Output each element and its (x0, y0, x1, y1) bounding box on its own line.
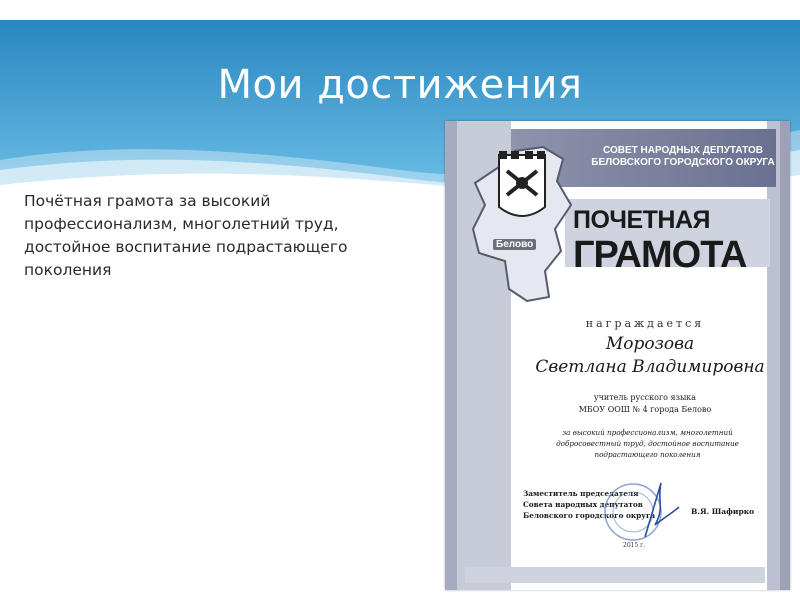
certificate-year: 2015 г. (623, 542, 646, 549)
certificate-title-line1: ПОЧЕТНАЯ (573, 206, 711, 234)
coat-of-arms-icon (499, 151, 545, 216)
certificate-title-line2: ГРАМОТА (573, 234, 747, 276)
awarded-label: награждается (585, 317, 705, 330)
city-label: Белово (493, 239, 536, 250)
signatory-name: В.Я. Шафирко (691, 507, 755, 516)
recipient-surname: Морозова (605, 334, 695, 354)
award-reason: за высокий профессионализм, многолетний добросовестный труд, достойное воспитание подрастающего поколения (556, 428, 739, 459)
certificate-image (445, 121, 790, 590)
signatory-title: Заместитель председателя Совета народных депутатов Беловского городского округа (523, 489, 656, 520)
recipient-school: МБОУ ООШ № 4 города Белово (578, 405, 712, 414)
certificate-issuer: СОВЕТ НАРОДНЫХ ДЕПУТАТОВ БЕЛОВСКОГО ГОРОДСКОГО ОКРУГА (591, 145, 775, 168)
achievement-description: Почётная грамота за высокий профессионализм, многолетний труд, достойное воспитание подрастающего поколения (24, 192, 348, 279)
official-stamp (595, 477, 685, 547)
recipient-name: Светлана Владимировна (535, 357, 765, 377)
recipient-position: учитель русского языка (593, 393, 697, 402)
slide-title: Мои достижения (217, 62, 583, 108)
